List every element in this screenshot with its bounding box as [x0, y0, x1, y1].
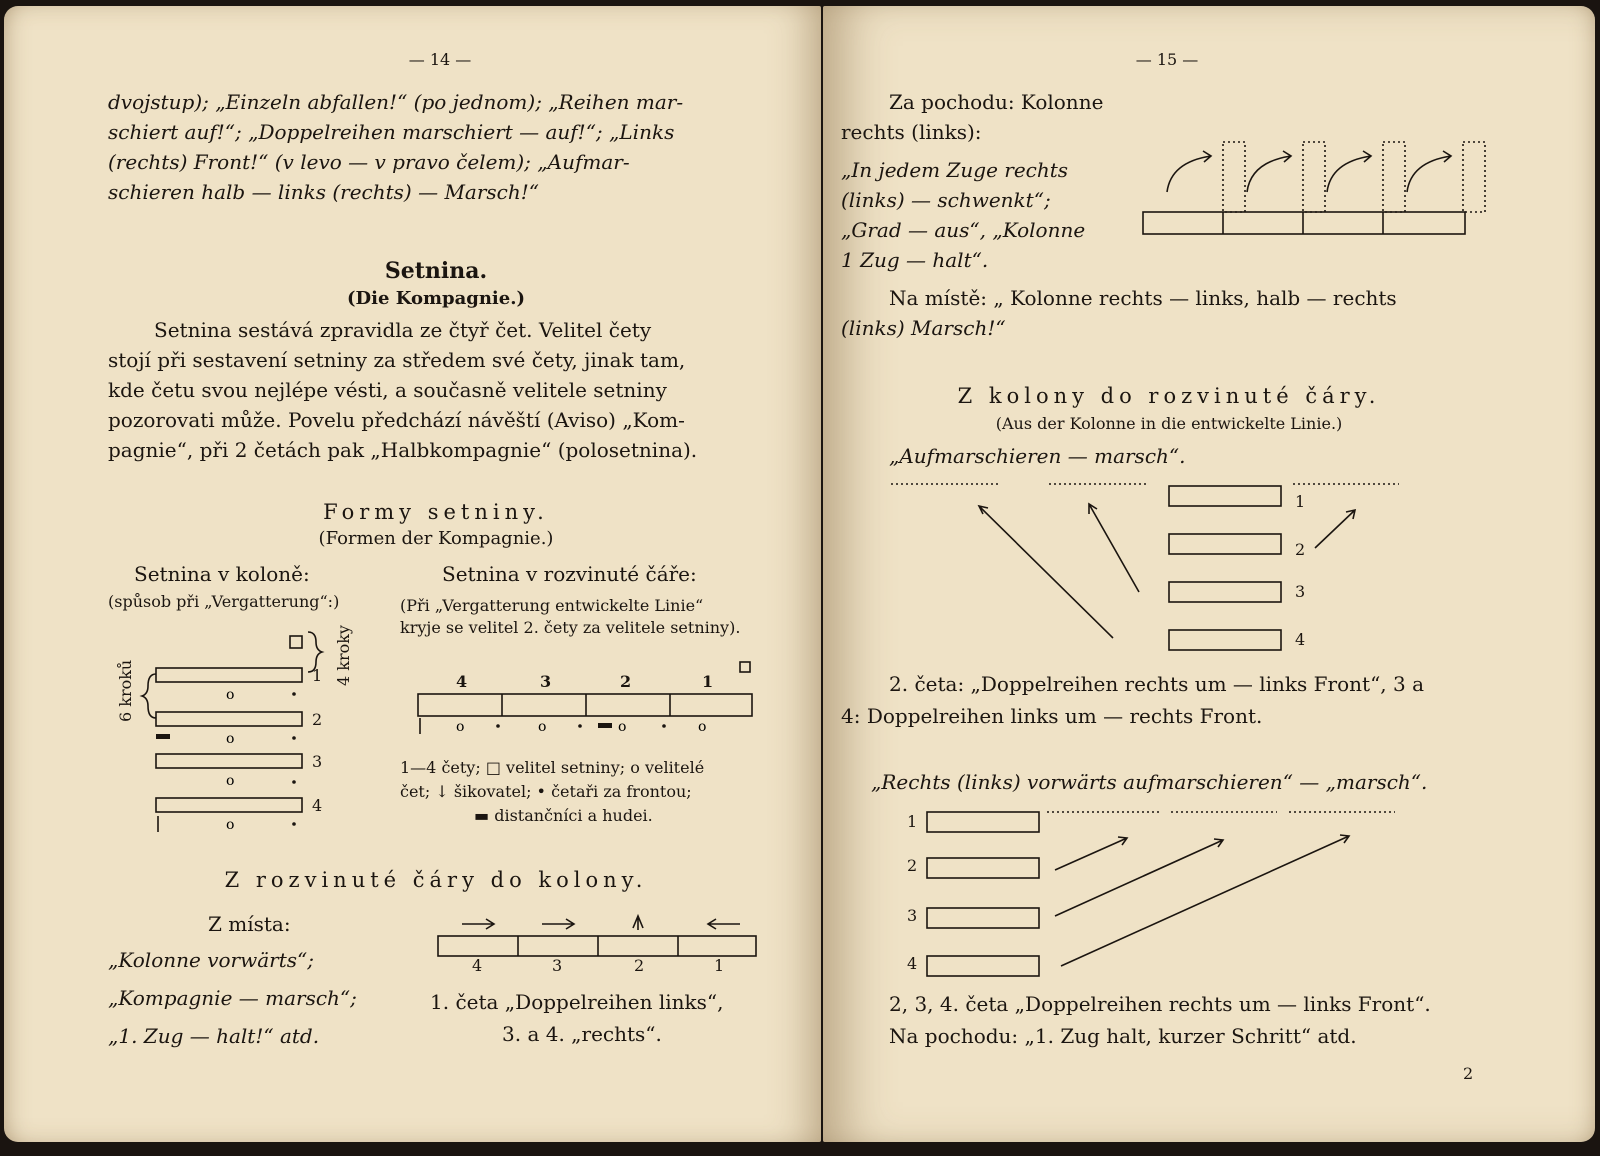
wheel-line-bar [1143, 212, 1465, 234]
vorwarts-platoon-3 [927, 908, 1039, 928]
left-page [4, 6, 821, 1142]
deploy-line-bar [438, 936, 756, 956]
z-mista: Z místa: [208, 912, 291, 936]
wheel-arrow [1407, 151, 1451, 192]
line-platoon-number: 2 [620, 672, 632, 691]
deploy-row-number: 2 [1295, 540, 1306, 559]
wheeled-platoon [1463, 142, 1485, 212]
vorwarts-platoon-1 [927, 812, 1039, 832]
arrow-left [708, 919, 740, 929]
line-platoon-number: 3 [540, 672, 552, 691]
svg-text:o: o [538, 719, 547, 735]
line-platoon-number: 1 [702, 672, 714, 691]
label-6-kroku: 6 kroků [116, 659, 135, 722]
column-platoon-2 [1169, 534, 1281, 554]
paragraph-line: pagnie“, při 2 četách pak „Halbkompagnie“ (polosetnina). [108, 438, 698, 462]
paragraph-line: kde četu svou nejlépe vésti, a současně velitele setniny [108, 378, 667, 402]
deploy-number: 1 [714, 956, 725, 975]
legend-line: 1—4 čety; □ velitel setniny; o velitelé [400, 758, 705, 777]
na-miste-line: Na místě: „ Kolonne rechts — links, halb — rechts [889, 286, 1397, 310]
intro-line: (rechts) Front!“ (v levo — v pravo čelem); „Aufmar- [108, 150, 630, 174]
platoon-bar-2 [156, 712, 302, 726]
deploy-subtitle: (Aus der Kolonne in die entwickelte Linie.) [995, 414, 1343, 433]
line-platoon-number: 4 [456, 672, 468, 691]
svg-text:o: o [456, 719, 465, 735]
platoon-bar-4 [156, 798, 302, 812]
deploy-row-number: 1 [1295, 492, 1306, 511]
right-diagrams [823, 6, 1595, 1142]
deploy-row-number: 4 [1295, 630, 1306, 649]
vorwarts-platoon-4 [927, 956, 1039, 976]
column-note: (spůsob při „Vergatterung“:) [108, 592, 340, 611]
deploy-row-number: 3 [1295, 582, 1306, 601]
vorwarts-row-number: 3 [907, 906, 918, 925]
caption-line: 3. a 4. „rechts“. [502, 1022, 662, 1046]
ceta-line: 2. četa: „Doppelreihen rechts um — links Front“, 3 a [889, 672, 1425, 696]
intro-line: dvojstup); „Einzeln abfallen!“ (po jednom); „Reihen mar- [108, 90, 684, 114]
march-line: Za pochodu: Kolonne [889, 90, 1104, 114]
column-platoon-1 [1169, 486, 1281, 506]
column-platoon-3 [1169, 582, 1281, 602]
vorwarts-arrow [1055, 837, 1127, 870]
march-line: „In jedem Zuge rechts [841, 158, 1069, 182]
paragraph-line: Setnina sestává zpravidla ze čtyř čet. Velitel čety [154, 318, 652, 342]
nco-dot [292, 692, 296, 696]
intro-line: schieren halb — links (rechts) — Marsch!“ [108, 180, 540, 204]
command-line: „Kompagnie — marsch“; [108, 986, 357, 1010]
column-row-number: 4 [312, 796, 323, 815]
deploy-number: 2 [634, 956, 645, 975]
arrow-right [462, 919, 494, 929]
platoon-bar-3 [156, 754, 302, 768]
vorwarts-command: „Rechts (links) vorwärts aufmarschieren“ — „marsch“. [871, 770, 1428, 794]
wheel-arrow [1327, 151, 1371, 192]
command-line: „Kolonne vorwärts“; [108, 948, 314, 972]
column-row-number: 3 [312, 752, 323, 771]
column-platoon-4 [1169, 630, 1281, 650]
paragraph-line: pozorovati může. Povelu předchází návěští (Aviso) „Kom- [108, 408, 685, 432]
line-heading: Setnina v rozvinuté čáře: [442, 562, 697, 586]
paragraph-line: stojí při sestavení setniny za středem své čety, jinak tam, [108, 348, 686, 372]
march-line: 1 Zug — halt“. [841, 248, 989, 272]
deploy-arrow [979, 506, 1113, 638]
leader-mark: o [226, 687, 235, 703]
deploy-title: Z rozvinuté čáry do kolony. [224, 868, 648, 892]
label-4-kroky: 4 kroky [334, 625, 353, 686]
na-miste-line: (links) Marsch!“ [841, 316, 1006, 340]
vorwarts-arrow [1061, 835, 1349, 966]
deploy-title: Z kolony do rozvinuté čáry. [957, 384, 1381, 408]
wheeled-platoon [1223, 142, 1245, 212]
deploy-arrow [1315, 510, 1355, 548]
nco-dot [292, 736, 296, 740]
right-page [823, 6, 1595, 1142]
nco-dot [292, 780, 296, 784]
command-line: „1. Zug — halt!“ atd. [108, 1024, 320, 1048]
svg-text:o: o [618, 719, 627, 735]
vorwarts-platoon-2 [927, 858, 1039, 878]
company-commander-mark [740, 662, 750, 672]
platoon-bar-1 [156, 668, 302, 682]
legend-line: čet; ↓ šikovatel; • četaři za frontou; [400, 782, 692, 801]
page-number: — 14 — [408, 50, 472, 69]
wheeled-platoon [1383, 142, 1405, 212]
line-note-line: (Při „Vergatterung entwickelte Linie“ [400, 596, 704, 615]
distance-marker [598, 723, 612, 728]
wheel-arrow [1167, 151, 1211, 192]
column-row-number: 2 [312, 710, 323, 729]
ceta-line: 4: Doppelreihen links um — rechts Front. [841, 704, 1263, 728]
leader-mark: o [226, 731, 235, 747]
nco-dot [292, 822, 296, 826]
brace-6-kroku [142, 674, 156, 718]
intro-line: schiert auf!“; „Doppelreihen marschiert — auf!“; „Links [108, 120, 675, 144]
final-line: Na pochodu: „1. Zug halt, kurzer Schritt“ atd. [889, 1024, 1357, 1048]
deploy-arrow [1089, 504, 1139, 592]
forms-title: Formy setniny. [323, 500, 549, 524]
caption-line: 1. četa „Doppelreihen links“, [430, 990, 724, 1014]
final-line: 2, 3, 4. četa „Doppelreihen rechts um — links Front“. [889, 992, 1431, 1016]
page-number: — 15 — [1135, 50, 1199, 69]
svg-text:o: o [698, 719, 707, 735]
signature-mark: 2 [1463, 1064, 1474, 1083]
leader-mark: o [226, 773, 235, 789]
deploy-number: 4 [472, 956, 483, 975]
wheel-arrow [1247, 151, 1291, 192]
deploy-number: 3 [552, 956, 563, 975]
march-line: „Grad — aus“, „Kolonne [841, 218, 1086, 242]
vorwarts-row-number: 1 [907, 812, 918, 831]
line-bar [418, 694, 752, 716]
legend-line: ▬ distančníci a hudei. [474, 806, 653, 825]
column-heading: Setnina v koloně: [134, 562, 310, 586]
arrow-right [542, 919, 574, 929]
march-line: rechts (links): [841, 120, 982, 144]
wheeled-platoon [1303, 142, 1325, 212]
vorwarts-row-number: 4 [907, 954, 918, 973]
column-row-number: 1 [312, 666, 323, 685]
distance-marker [156, 734, 170, 739]
line-note-line: kryje se velitel 2. čety za velitele setniny). [400, 618, 741, 637]
company-commander-mark [290, 636, 302, 648]
march-line: (links) — schwenkt“; [841, 188, 1051, 212]
forms-subtitle: (Formen der Kompagnie.) [318, 528, 554, 549]
arrow-up [633, 916, 643, 930]
vorwarts-row-number: 2 [907, 856, 918, 875]
aufmarsch-command: „Aufmarschieren — marsch“. [889, 444, 1186, 468]
leader-mark: o [226, 817, 235, 833]
section-title: Setnina. [384, 258, 488, 284]
section-subtitle: (Die Kompagnie.) [347, 288, 525, 309]
